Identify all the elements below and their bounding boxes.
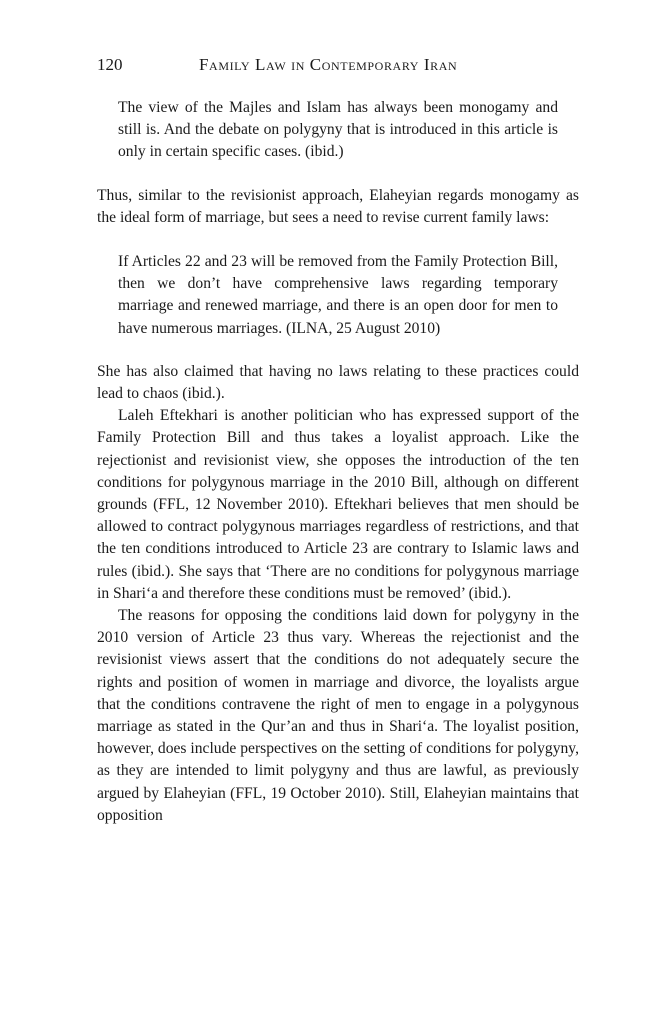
paragraph: Thus, similar to the revisionist approach, Elaheyian regards monogamy as the ideal form of marriage, but sees a need to revise current family laws: <box>97 186 579 226</box>
book-title: Family Law in Contemporary Iran <box>199 55 458 74</box>
block-quote: If Articles 22 and 23 will be removed from the Family Protection Bill, then we don’t have comprehensive laws regarding temporary marriage and renewed marriage, and there is an open door for men to have numerous marriages. (ILNA, 25 August 2010) <box>118 253 558 337</box>
page-number: 120 <box>97 55 123 74</box>
paragraph: Laleh Eftekhari is another politician who has expressed support of the Family Protection Bill and thus takes a loyalist approach. Like the rejectionist and revisionist view, she opposes the introduction of the ten conditions for polygynous marriage in the 2010 Bill, although on different grounds (FFL, 12 November 2010). Eftekhari believes that men should be allowed to contract polygynous marriages regardless of restrictions, and that the ten conditions introduced to Article 23 are contrary to Islamic laws and rules (ibid.). She says that ‘There are no conditions for polygynous marriage in Shari‘a and therefore these conditions must be removed’ (ibid.). <box>97 407 579 602</box>
paragraph: The reasons for opposing the conditions laid down for polygyny in the 2010 version of Article 23 thus vary. Whereas the rejectionist and the revisionist views assert that the conditions do not adequately secure the rights and position of women in marriage and divorce, the loyalists argue that the conditions contravene the right of men to engage in a polygynous marriage as stated in the Qur’an and thus in Shari‘a. The loyalist position, however, does include perspectives on the setting of conditions for polygyny, as they are intended to limit polygyny and thus are lawful, as previously argued by Elaheyian (FFL, 19 October 2010). Still, Elaheyian maintains that opposition <box>97 607 579 824</box>
block-quote: The view of the Majles and Islam has always been monogamy and still is. And the debate on polygyny that is introduced in this article is only in certain specific cases. (ibid.) <box>118 99 558 161</box>
running-head <box>97 55 579 79</box>
body-text <box>97 97 579 827</box>
paragraph: She has also claimed that having no laws relating to these practices could lead to chaos (ibid.). <box>97 362 579 403</box>
